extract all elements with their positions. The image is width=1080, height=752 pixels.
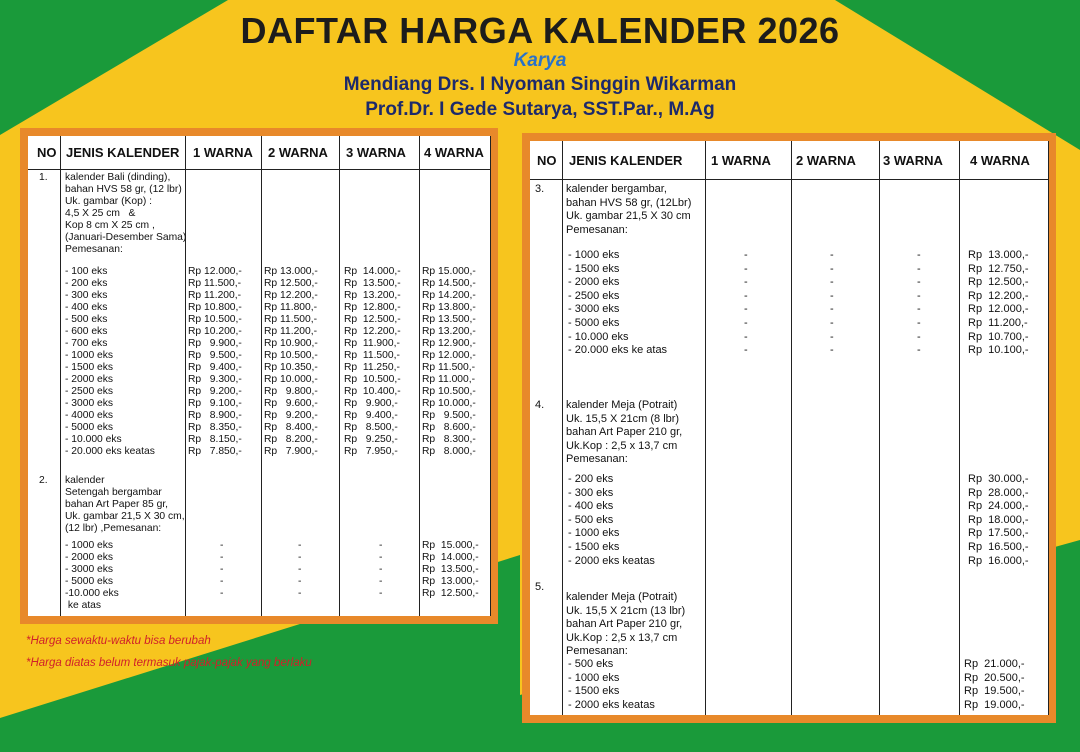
table-header-left xyxy=(28,136,490,170)
price-2-warna: - - - - - - - - xyxy=(830,249,834,357)
page-title: DAFTAR HARGA KALENDER 2026 xyxy=(240,10,840,51)
header-3-warna: 3 WARNA xyxy=(346,145,406,160)
header-1-warna: 1 WARNA xyxy=(711,152,771,168)
price-1-warna: - - - - - xyxy=(220,540,224,599)
header-4-warna: 4 WARNA xyxy=(424,145,484,160)
header-no: NO xyxy=(37,145,57,160)
table-header-right xyxy=(530,141,1048,180)
price-1-warna: - - - - - - - - xyxy=(744,249,748,357)
order-quantities: - 100 eks - 200 eks - 300 eks - 400 eks - 500 eks - 600 eks - 700 eks - 1000 eks - 1500 eks - 2000 eks - 2500 eks - 3000 eks - 4000 eks - 5000 eks - 10.000 eks - 20.000 eks keatas xyxy=(65,266,155,457)
header-jenis-kalender: JENIS KALENDER xyxy=(569,152,683,168)
price-2-warna: Rp 13.000,- Rp 12.500,- Rp 12.200,- Rp 11.800,- Rp 11.500,- Rp 11.200,- Rp 10.900,- Rp 10.500,- Rp 10.350,- Rp 10.000,- Rp 9.800,- Rp 9.600,- Rp 9.200,- Rp 8.400,- Rp 8.200,- Rp 7.900,- xyxy=(264,266,318,457)
subtitle-karya: Karya xyxy=(513,50,567,71)
note-price-change: *Harga sewaktu-waktu bisa berubah xyxy=(26,635,211,647)
author-name-2: Prof.Dr. I Gede Sutarya, SST.Par., M.Ag xyxy=(365,99,715,120)
order-quantities: - 1000 eks - 2000 eks - 3000 eks - 5000 eks -10.000 eks ke atas xyxy=(65,540,119,611)
price-2-warna: - - - - - xyxy=(298,540,302,599)
header-no: NO xyxy=(537,152,557,168)
order-quantities: - 200 eks - 300 eks - 400 eks - 500 eks - 1000 eks - 1500 eks - 2000 eks keatas xyxy=(568,473,655,567)
price-4-warna: Rp 13.000,- Rp 12.750,- Rp 12.500,- Rp 12.200,- Rp 12.000,- Rp 11.200,- Rp 10.700,- Rp 10.100,- xyxy=(968,249,1029,357)
price-1-warna: Rp 12.000,- Rp 11.500,- Rp 11.200,- Rp 10.800,- Rp 10.500,- Rp 10.200,- Rp 9.900,- Rp 9.500,- Rp 9.400,- Rp 9.300,- Rp 9.200,- Rp 9.100,- Rp 8.900,- Rp 8.350,- Rp 8.150,- Rp 7.850,- xyxy=(188,266,242,457)
price-3-warna: Rp 14.000,- Rp 13.500,- Rp 13.200,- Rp 12.800,- Rp 12.500,- Rp 12.200,- Rp 11.900,- Rp 11.500,- Rp 11.250,- Rp 10.500,- Rp 10.400,- Rp 9.900,- Rp 9.400,- Rp 8.500,- Rp 9.250,- Rp 7.950,- xyxy=(344,266,401,457)
price-3-warna: - - - - - xyxy=(379,540,383,599)
item-number: 3. xyxy=(535,183,545,195)
price-3-warna: - - - - - - - - xyxy=(917,249,921,357)
header-jenis-kalender: JENIS KALENDER xyxy=(66,145,180,160)
item-number: 4. xyxy=(535,399,545,411)
item-description: kalender Meja (Potrait) Uk. 15,5 X 21cm (8 lbr) bahan Art Paper 210 gr, Uk.Kop : 2,5 x 13,7 cm Pemesanan: xyxy=(566,399,683,466)
note-tax-excluded: *Harga diatas belum termasuk pajak-pajak yang berlaku xyxy=(26,657,312,669)
header-1-warna: 1 WARNA xyxy=(193,145,253,160)
price-4-warna: Rp 15.000,- Rp 14.000,- Rp 13.500,- Rp 13.000,- Rp 12.500,- xyxy=(422,540,479,599)
item-description: kalender Bali (dinding), bahan HVS 58 gr, (12 lbr) Uk. gambar (Kop) : 4,5 X 25 cm & Kop 8 cm X 25 cm , (Januari-Desember Sama) Pemesanan: xyxy=(65,172,187,255)
price-4-warna: Rp 15.000,- Rp 14.500,- Rp 14.200,- Rp 13.800,- Rp 13.500,- Rp 13.200,- Rp 12.900,- Rp 12.000,- Rp 11.500,- Rp 11.000,- Rp 10.500,- Rp 10.000,- Rp 9.500,- Rp 8.600,- Rp 8.300,- Rp 8.000,- xyxy=(422,266,476,457)
price-notes xyxy=(26,630,312,674)
header-4-warna: 4 WARNA xyxy=(970,152,1030,168)
item-number: 2. xyxy=(39,475,48,486)
header-3-warna: 3 WARNA xyxy=(883,152,943,168)
item-number: 1. xyxy=(39,172,48,183)
order-quantities: - 500 eks - 1000 eks - 1500 eks - 2000 eks keatas xyxy=(568,658,655,711)
header-2-warna: 2 WARNA xyxy=(796,152,856,168)
price-4-warna: Rp 30.000,- Rp 28.000,- Rp 24.000,- Rp 18.000,- Rp 17.500,- Rp 16.500,- Rp 16.000,- xyxy=(968,473,1029,567)
item-description: kalender bergambar, bahan HVS 58 gr, (12Lbr) Uk. gambar 21,5 X 30 cm Pemesanan: xyxy=(566,183,692,236)
header-2-warna: 2 WARNA xyxy=(268,145,328,160)
item-description: kalender Setengah bergambar bahan Art Paper 85 gr, Uk. gambar 21,5 X 30 cm, (12 lbr) ,Pemesanan: xyxy=(65,475,185,534)
item-description: kalender Meja (Potrait) Uk. 15,5 X 21cm (13 lbr) bahan Art Paper 210 gr, Uk.Kop : 2,5 x 13,7 cm Pemesanan: xyxy=(566,591,686,658)
order-quantities: - 1000 eks - 1500 eks - 2000 eks - 2500 eks - 3000 eks - 5000 eks - 10.000 eks - 20.000 eks ke atas xyxy=(568,249,668,357)
price-table-right xyxy=(522,133,1056,723)
author-name-1: Mendiang Drs. I Nyoman Singgin Wikarman xyxy=(343,74,737,95)
price-4-warna: Rp 21.000,- Rp 20.500,- Rp 19.500,- Rp 19.000,- xyxy=(964,658,1025,711)
item-number: 5. xyxy=(535,581,545,593)
price-table-left xyxy=(20,128,498,624)
